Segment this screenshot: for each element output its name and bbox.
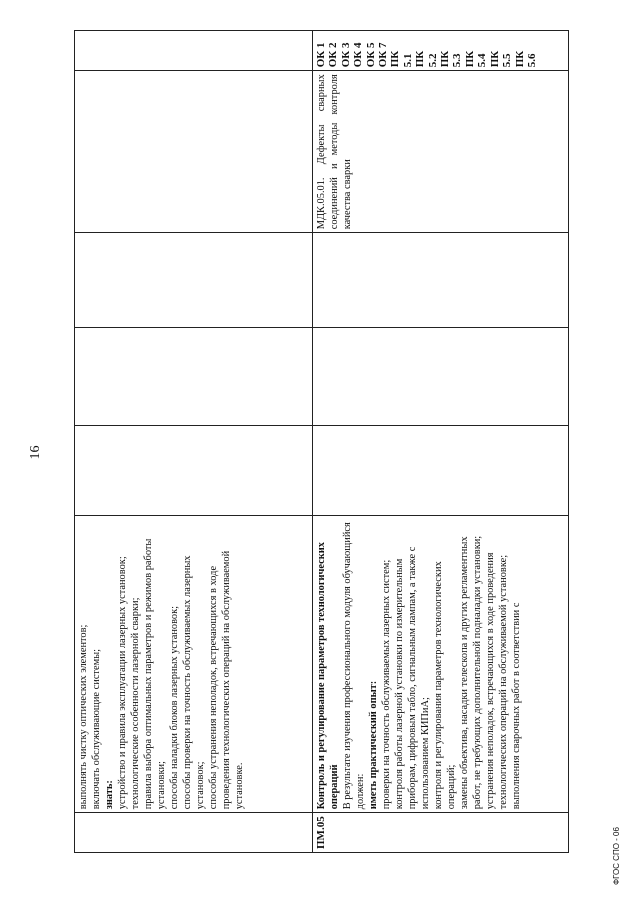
content-line: устройство и правила эксплуатации лазерных установок;: [117, 556, 128, 810]
page-number: 16: [28, 445, 43, 460]
module-content-cell: [75, 516, 313, 813]
competency-code: ОК 4: [352, 42, 365, 68]
empty-cell: [75, 233, 313, 328]
competency-code: ПК 5.5: [488, 50, 514, 68]
competency-code: ПК 5.1: [389, 50, 414, 68]
empty-cell: [313, 328, 569, 426]
table-row: [313, 31, 569, 853]
empty-cell: [313, 426, 569, 516]
module-code-cell: ПМ.05: [313, 813, 569, 853]
discipline-cell: [75, 71, 313, 233]
competency-code: ОК 1: [315, 42, 327, 68]
competency-code: ПК 5.2: [414, 50, 439, 68]
section-heading: иметь практический опыт:: [368, 680, 379, 810]
competency-code: ОК 7: [377, 42, 390, 68]
discipline-cell: МДК.05.01. Дефекты сварных соединений и методы контроля качества сварки: [313, 71, 569, 233]
empty-cell: [75, 328, 313, 426]
content-line: контроля работы лазерной установки по измерительным приборам, цифровым табло, сигнальным лампам, а также с использованием КИПиА;: [394, 546, 431, 810]
curriculum-table: [74, 30, 569, 853]
content-line: замены объектива, насадки телескопа и других регламентных работ, не требующих дополнительной подналадки установки;: [459, 535, 483, 810]
content-line: контроля и регулирования параметров технологических операций;: [433, 561, 457, 810]
content-line: включать обслуживающие системы;: [91, 648, 102, 810]
empty-cell: [75, 426, 313, 516]
competency-code: ОК 3: [339, 42, 352, 68]
module-content-cell: [313, 516, 569, 813]
content-line: способы наладки блоков лазерных установок;: [169, 605, 180, 810]
content-line: выполнения сварочных работ в соответствии с: [511, 602, 522, 810]
content-line: способы устранения неполадок, встречающихся в ходе проведения технологических операций на обслуживаемой установке.: [208, 550, 245, 810]
content-line: способы проверки на точность обслуживаемых лазерных установок;: [182, 555, 206, 810]
section-heading: Контроль и регулирование параметров технологических операций: [316, 542, 340, 810]
competency-code: ОК 2: [327, 42, 340, 68]
module-code-cell: [75, 813, 313, 853]
competency-code: ОК 5: [364, 42, 377, 68]
empty-cell: [313, 233, 569, 328]
competencies-cell: [75, 31, 313, 71]
content-line: технологические особенности лазерной сварки;: [130, 597, 141, 810]
competency-code: ПК 5.6: [513, 50, 538, 68]
content-line: устранения неполадок, встречающихся в ходе проведения технологических операций на обслуживаемой установке;: [485, 552, 509, 810]
content-line: В результате изучения профессионального модуля обучающийся должен:: [342, 522, 366, 810]
table-row: [75, 31, 313, 853]
content-line: проверки на точность обслуживаемых лазерных систем;: [381, 559, 392, 810]
footer-standard-code: ФГОС СПО - 06: [612, 827, 621, 885]
competencies-cell: [313, 31, 569, 71]
content-line: правила выбора оптимальных параметров и режимов работы установки;: [143, 538, 167, 810]
section-heading: знать:: [104, 780, 115, 810]
content-line: выполнять чистку оптических элементов;: [78, 624, 89, 810]
competency-code: ПК 5.3: [439, 50, 464, 68]
competency-code: ПК 5.4: [463, 50, 489, 68]
